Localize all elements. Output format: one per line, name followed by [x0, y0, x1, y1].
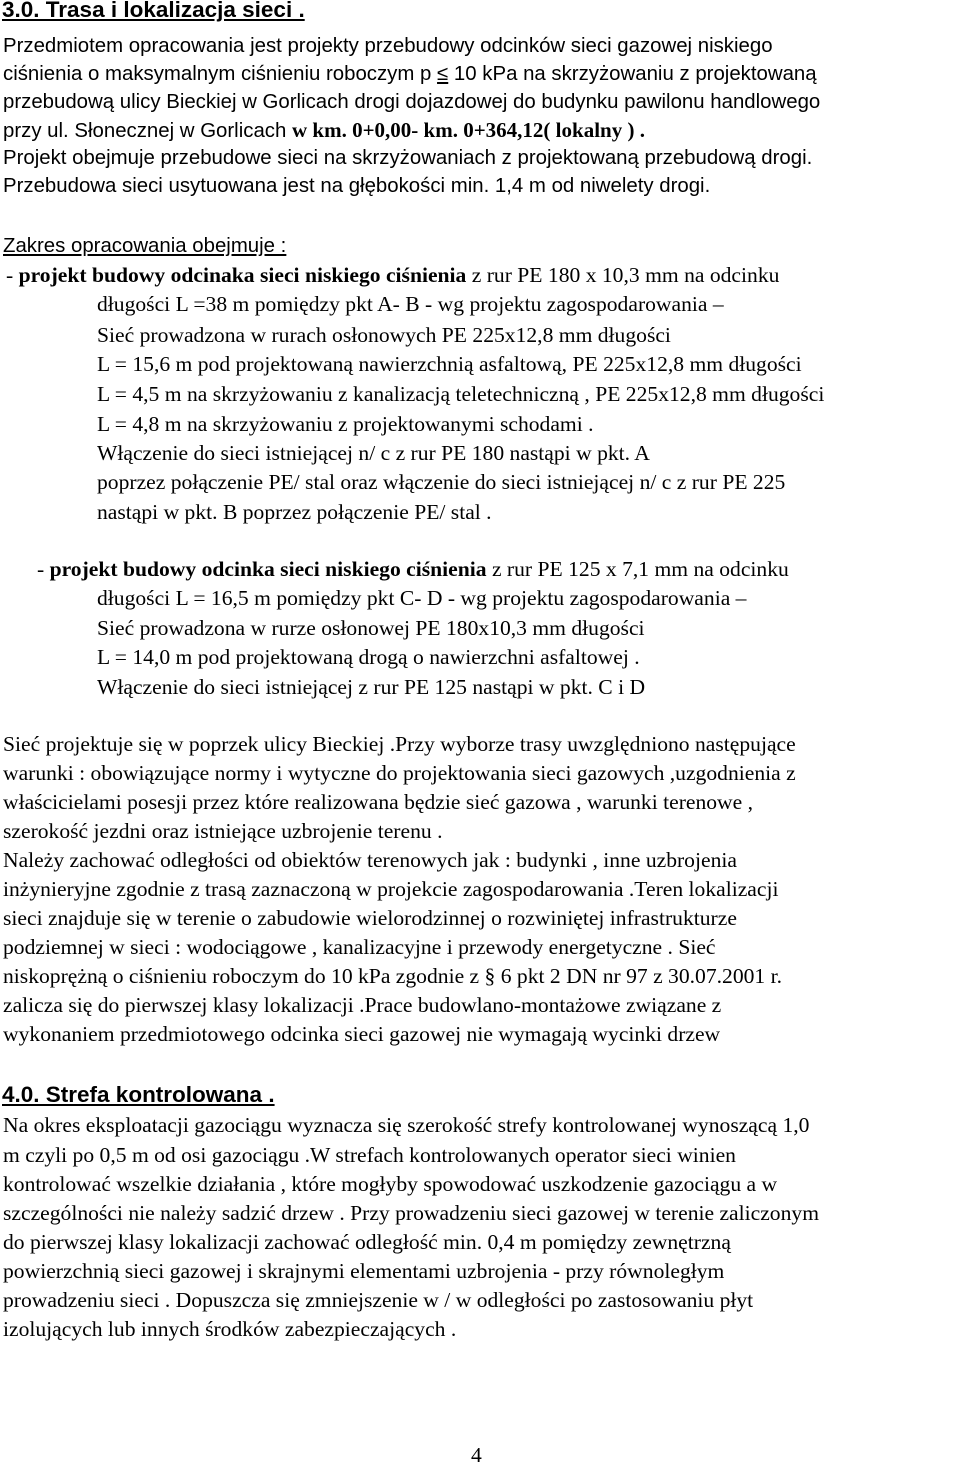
section-4-heading: 4.0. Strefa kontrolowana . [2, 1082, 275, 1107]
scope-item-2-first [37, 559, 789, 581]
conditions-line-5: Należy zachować odległości od obiektów terenowych jak : budynki , inne uzbrojenia [3, 848, 737, 872]
conditions-line-6: inżynieryjne zgodnie z trasą zaznaczoną w projekcie zagospodarowania .Teren lokalizacji [3, 877, 779, 901]
section-4-line-8: izolujących lub innych środków zabezpieczających . [3, 1317, 457, 1341]
section-3-heading: 3.0. Trasa i lokalizacja sieci . [2, 0, 305, 22]
intro-line-5: Projekt obejmuje przebudowe sieci na skrzyżowaniach z projektowaną przebudową drogi. [3, 147, 813, 169]
leq-symbol: ≤ [437, 63, 449, 85]
intro-line-4 [3, 120, 645, 141]
scope-item-2-bold: projekt budowy odcinka sieci niskiego ciśnienia [49, 557, 487, 581]
intro-line-2-end: 10 kPa na skrzyżowaniu z projektowaną [453, 63, 817, 85]
conditions-line-7: sieci znajduje się w terenie o zabudowie wielorodzinnej o rozwiniętej infrastrukturze [3, 906, 737, 930]
scope-item-1-line-8: nastąpi w pkt. B poprzez połączenie PE/ stal . [97, 500, 492, 524]
conditions-line-8: podziemnej w sieci : wodociągowe , kanalizacyjne i przewody energetyczne . Sieć [3, 935, 716, 959]
intro-line-2 [3, 64, 817, 84]
scope-item-2-line-3: L = 14,0 m pod projektowaną drogą o nawierzchni asfaltowej . [97, 645, 640, 669]
scope-item-1-line-5: L = 4,8 m na skrzyżowaniu z projektowanymi schodami . [97, 412, 594, 436]
conditions-line-9: niskoprężną o ciśnieniu roboczym do 10 kPa zgodnie z § 6 pkt 2 DN nr 97 z 30.07.2001 r. [3, 964, 783, 988]
scope-item-2-line-2: Sieć prowadzona w rurze osłonowej PE 180x10,3 mm długości [97, 616, 645, 640]
scope-title: Zakres opracowania obejmuje : [3, 235, 287, 257]
scope-item-1-line-6: Włączenie do sieci istniejącej n/ c z rur PE 180 nastąpi w pkt. A [97, 441, 650, 465]
section-4-line-5: do pierwszej klasy lokalizacji zachować odległość min. 0,4 m pomiędzy zewnętrzną [3, 1230, 731, 1254]
scope-item-1-line-4: L = 4,5 m na skrzyżowaniu z kanalizacją teletechniczną , PE 225x12,8 mm długości [97, 382, 825, 406]
conditions-line-10: zalicza się do pierwszej klasy lokalizacji .Prace budowlano-montażowe związane z [3, 993, 722, 1017]
conditions-line-11: wykonaniem przedmiotowego odcinka sieci gazowej nie wymagają wycinki drzew [3, 1022, 721, 1046]
conditions-line-2: warunki : obowiązujące normy i wytyczne do projektowania sieci gazowych ,uzgodnienia z [3, 761, 796, 785]
section-4-line-4: szczególności nie należy sadzić drzew . Przy prowadzeniu sieci gazowej w terenie zaliczonym [3, 1201, 819, 1225]
scope-item-1-line-1: długości L =38 m pomiędzy pkt A- B - wg projektu zagospodarowania – [97, 292, 724, 316]
section-4-line-6: powierzchnią sieci gazowej i skrajnymi elementami uzbrojenia - przy równoległym [3, 1259, 725, 1283]
scope-item-2-dash: - [37, 557, 50, 581]
intro-line-6: Przebudowa sieci usytuowana jest na głębokości min. 1,4 m od niwelety drogi. [3, 175, 711, 197]
conditions-line-3: właścicielami posesji przez które realizowana będzie sieć gazowa , warunki terenowe , [3, 790, 754, 814]
scope-item-1-rest: z rur PE 180 x 10,3 mm na odcinku [466, 263, 780, 287]
section-4-line-2: m czyli po 0,5 m od osi gazociągu .W strefach kontrolowanych operator sieci winien [3, 1143, 736, 1167]
intro-line-4-km: w km. 0+0,00- km. 0+364,12( lokalny ) . [292, 118, 645, 142]
conditions-line-4: szerokość jezdni oraz istniejące uzbrojenie terenu . [3, 819, 443, 843]
section-4-line-1: Na okres eksploatacji gazociągu wyznacza się szerokość strefy kontrolowanej wynoszącą 1,0 [3, 1113, 810, 1137]
intro-line-4-start: przy ul. Słonecznej w Gorlicach [3, 120, 287, 142]
intro-line-3: przebudową ulicy Bieckiej w Gorlicach drogi dojazdowej do budynku pawilonu handlowego [3, 91, 821, 113]
conditions-line-1: Sieć projektuje się w poprzek ulicy Bieckiej .Przy wyborze trasy uwzględniono następujące [3, 732, 796, 756]
scope-item-1-first [6, 265, 779, 287]
scope-item-1-dash: - [6, 263, 19, 287]
intro-line-1: Przedmiotem opracowania jest projekty przebudowy odcinków sieci gazowej niskiego [3, 35, 773, 57]
scope-item-1-line-7: poprzez połączenie PE/ stal oraz włączenie do sieci istniejącej n/ c z rur PE 225 [97, 470, 786, 494]
scope-item-2-rest: z rur PE 125 x 7,1 mm na odcinku [486, 557, 789, 581]
scope-item-1-bold: projekt budowy odcinaka sieci niskiego ciśnienia [18, 263, 467, 287]
intro-line-2-start: ciśnienia o maksymalnym ciśnieniu roboczym p [3, 63, 432, 85]
scope-item-2-line-1: długości L = 16,5 m pomiędzy pkt C- D - wg projektu zagospodarowania – [97, 586, 747, 610]
section-4-line-3: kontrolować wszelkie działania , które mogłyby spowodować uszkodzenie gazociągu a w [3, 1172, 778, 1196]
scope-item-1-line-2: Sieć prowadzona w rurach osłonowych PE 225x12,8 mm długości [97, 323, 671, 347]
scope-item-1-line-3: L = 15,6 m pod projektowaną nawierzchnią asfaltową, PE 225x12,8 mm długości [97, 352, 802, 376]
scope-item-2-line-4: Włączenie do sieci istniejącej z rur PE 125 nastąpi w pkt. C i D [97, 675, 646, 699]
page-number: 4 [471, 1443, 482, 1467]
section-4-line-7: prowadzeniu sieci . Dopuszcza się zmniejszenie w / w odległości po zastosowaniu płyt [3, 1288, 754, 1312]
